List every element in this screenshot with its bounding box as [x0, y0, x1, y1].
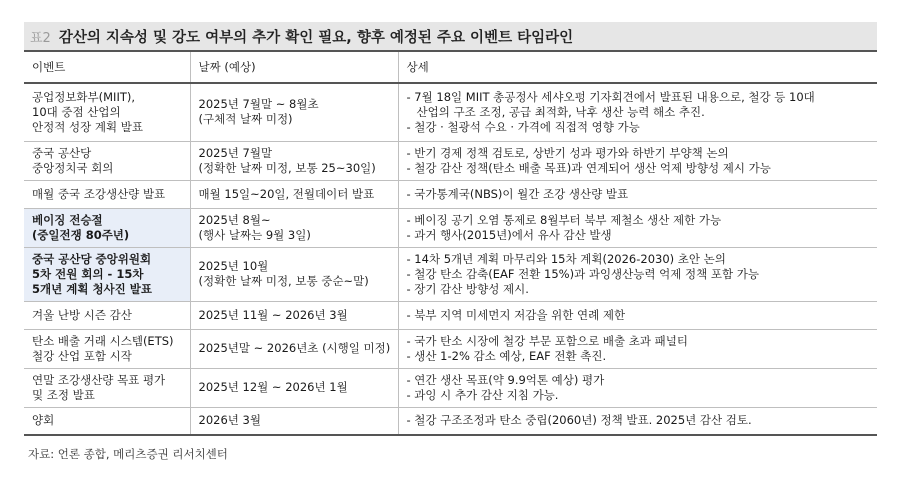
date-cell: [190, 368, 398, 407]
event-cell-line: 및 조정 발표: [32, 387, 95, 402]
detail-cell: [398, 368, 877, 407]
event-cell-line: 탄소 배출 거래 시스템(ETS): [32, 333, 174, 348]
event-cell: [24, 407, 190, 435]
event-cell-line: 중국 공산당 중앙위원회: [32, 251, 152, 266]
detail-cell-line: - 연간 생산 목표(약 9.9억톤 예상) 평가: [406, 372, 605, 387]
table-row: [24, 180, 877, 208]
event-cell-line: (중일전쟁 80주년): [32, 227, 130, 242]
date-cell: [190, 329, 398, 368]
table-row: [24, 301, 877, 329]
source-note: 자료: 언론 종합, 메리츠증권 리서치센터: [28, 447, 228, 461]
event-cell: [24, 208, 190, 247]
event-cell-line: 양회: [32, 413, 55, 428]
detail-cell-line: - 국가 탄소 시장에 철강 부문 포함으로 배출 초과 패널티: [406, 333, 688, 348]
date-cell: [190, 247, 398, 301]
detail-cell-line: - 생산 1-2% 감소 예상, EAF 전환 촉진.: [406, 348, 607, 363]
date-cell: [190, 407, 398, 435]
timeline-table: [24, 52, 877, 436]
event-cell-line: 5개년 계획 청사진 발표: [32, 281, 152, 296]
detail-cell-line: - 반기 경제 정책 검토로, 상반기 성과 평가와 하반기 부양책 논의: [406, 145, 729, 160]
detail-cell-line: - 철강 · 철광석 수요 · 가격에 직접적 영향 가능: [406, 119, 640, 134]
event-cell: [24, 329, 190, 368]
table-row: [24, 247, 877, 301]
date-cell-line: 2026년 3월: [198, 413, 261, 428]
detail-cell-line: - 베이징 공기 오염 통제로 8월부터 북부 제철소 생산 제한 가능: [406, 212, 722, 227]
event-cell: [24, 141, 190, 180]
table-row: [24, 368, 877, 407]
detail-cell-line: - 과거 행사(2015년)에서 유사 감산 발생: [406, 227, 612, 242]
detail-cell-line: - 국가통계국(NBS)이 월간 조강 생산량 발표: [406, 186, 629, 201]
table-row: [24, 407, 877, 435]
event-cell-line: 베이징 전승절: [32, 212, 103, 227]
date-cell-line: (정확한 날짜 미정, 보통 25~30일): [198, 160, 376, 175]
date-cell-line: 2025년 11월 ~ 2026년 3월: [198, 307, 348, 322]
event-cell-line: 겨울 난방 시즌 감산: [32, 307, 132, 322]
header-detail: 상세: [398, 52, 877, 83]
date-cell: [190, 141, 398, 180]
date-cell-line: 매월 15일~20일, 전월데이터 발표: [198, 186, 375, 201]
table-title-bar: [24, 22, 877, 52]
event-cell-line: 중국 공산당: [32, 145, 92, 160]
detail-cell: [398, 407, 877, 435]
event-cell-line: 5차 전원 회의 - 15차: [32, 266, 144, 281]
table-row: [24, 141, 877, 180]
date-cell-line: 2025년 8월~: [198, 212, 271, 227]
date-cell: [190, 208, 398, 247]
detail-cell: [398, 208, 877, 247]
date-cell-line: 2025년 12월 ~ 2026년 1월: [198, 380, 348, 394]
detail-cell: [398, 83, 877, 141]
event-cell-line: 철강 산업 포함 시작: [32, 348, 132, 363]
date-cell: [190, 180, 398, 208]
date-cell-line: 2025년말 ~ 2026년초 (시행일 미정): [198, 341, 391, 355]
detail-cell-line: - 장기 감산 방향성 제시.: [406, 281, 529, 296]
event-cell: [24, 83, 190, 141]
table-number: 표2: [30, 30, 51, 46]
date-cell-line: 2025년 7월말 ~ 8월초: [198, 97, 319, 112]
header-date: 날짜 (예상): [190, 52, 398, 83]
table-title: 감산의 지속성 및 강도 여부의 추가 확인 필요, 향후 예정된 주요 이벤트 타임라인: [58, 29, 574, 46]
event-cell-line: 중앙정치국 회의: [32, 160, 114, 175]
detail-cell-line: - 철강 감산 정책(탄소 배출 목표)과 연계되어 생산 억제 방향성 제시 가능: [406, 160, 771, 175]
event-cell-line: 안정적 성장 계획 발표: [32, 119, 143, 134]
detail-cell-line: - 철강 탄소 감축(EAF 전환 15%)과 과잉생산능력 억제 정책 포함 가능: [406, 266, 759, 281]
table-row: [24, 83, 877, 141]
event-cell-line: 공업정보화부(MIIT),: [32, 89, 136, 104]
date-cell: [190, 301, 398, 329]
date-cell-line: 2025년 10월: [198, 259, 269, 273]
event-cell: [24, 368, 190, 407]
detail-cell: [398, 301, 877, 329]
header-row: [24, 52, 877, 83]
detail-cell-line: - 14차 5개년 계획 마무리와 15차 계획(2026-2030) 초안 논의: [406, 251, 726, 266]
date-cell: [190, 83, 398, 141]
detail-cell-line: 산업의 구조 조정, 공급 최적화, 낙후 생산 능력 해소 추진.: [416, 104, 705, 119]
date-cell-line: (구체적 날짜 미정): [198, 112, 293, 127]
table-row: [24, 208, 877, 247]
detail-cell-line: - 철강 구조조정과 탄소 중립(2060년) 정책 발표. 2025년 감산 검토.: [406, 413, 752, 428]
detail-cell: [398, 180, 877, 208]
detail-cell-line: - 북부 지역 미세먼지 저감을 위한 연례 제한: [406, 307, 626, 322]
event-cell-line: 연말 조강생산량 목표 평가: [32, 372, 166, 387]
table-body: [24, 83, 877, 435]
event-cell: [24, 247, 190, 301]
table-row: [24, 329, 877, 368]
detail-cell: [398, 141, 877, 180]
detail-cell-line: - 과잉 시 추가 감산 지침 가능.: [406, 387, 559, 402]
date-cell-line: 2025년 7월말: [198, 145, 273, 160]
detail-cell: [398, 247, 877, 301]
event-cell-line: 매월 중국 조강생산량 발표: [32, 186, 166, 201]
event-cell-line: 10대 중점 산업의: [32, 104, 121, 119]
header-event: 이벤트: [24, 52, 190, 83]
detail-cell: [398, 329, 877, 368]
detail-cell-line: - 7월 18일 MIIT 총공정사 세샤오펑 기자회견에서 발표된 내용으로, 철강 등 10대: [406, 89, 815, 104]
event-cell: [24, 180, 190, 208]
event-cell: [24, 301, 190, 329]
date-cell-line: (행사 날짜는 9월 3일): [198, 227, 311, 242]
date-cell-line: (정확한 날짜 미정, 보통 중순~말): [198, 274, 369, 288]
